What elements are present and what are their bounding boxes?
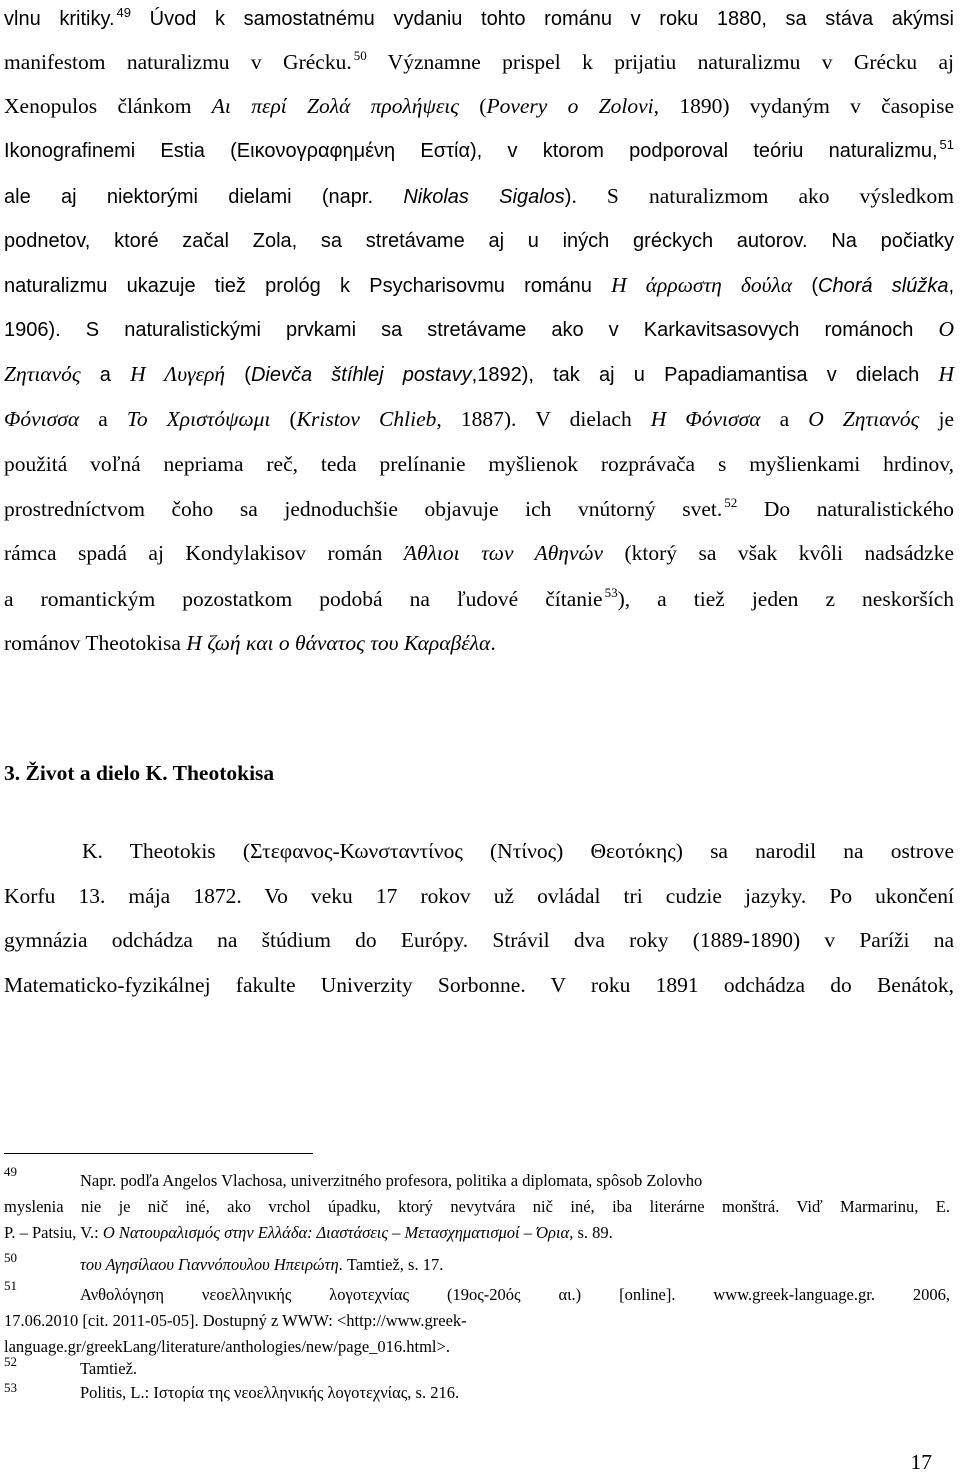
footnote-number: 51 [4, 1278, 17, 1293]
footnote-50: του Αγησίλαου Γιαννόπουλου Ηπειρώτη. Tamtiež, s. 17. [80, 1255, 444, 1274]
footnote-ref[interactable]: 52 [724, 495, 738, 510]
text-line: rámca spadá aj Kondylakisov román Άθλιοι των Αθηνών (ktorý sa však kvôli nadsádzke [4, 541, 954, 565]
text-line: Xenopulos článkom Αι περί Ζολά προλήψεις (Povery o Zolovi, 1890) vydaným v časopise [4, 94, 954, 118]
text-line: K. Theotokis (Στεφανος-Κωνσταντίνος (Ντίνος) Θεοτόκης) sa narodil na ostrove [82, 839, 954, 863]
text-line: naturalizmu ukazuje tiež prológ k Psycharisovmu románu Η άρρωστη δούλα (Chorá slúžka, [4, 273, 955, 297]
page-number: 17 [910, 1450, 932, 1474]
text-line: Ζητιανός a Η Λυγερή (Dievča štíhlej postavy,1892), tak aj u Papadiamantisa v dielach Η [4, 362, 955, 386]
footnote-ref[interactable]: 50 [353, 48, 367, 63]
text-line: gymnázia odchádza na štúdium do Európy. Strávil dva roky (1889-1890) v Paríži na [4, 928, 954, 952]
text-line: románov Theotokisa Η ζωή και ο θάνατος του Καραβέλα. [4, 631, 496, 655]
text-line: a romantickým pozostatkom podobá na ľudové čítanie $^{53}$), a tiež jeden z neskorších [4, 585, 955, 611]
footnote-number: 53 [4, 1380, 17, 1395]
footnote-ref[interactable]: 53 [604, 585, 618, 600]
text-line: prostredníctvom čoho sa jednoduchšie objavuje ich vnútorný svet. $^{52}$ Do naturalistického [4, 495, 955, 521]
footnote-ref[interactable]: 49 [116, 5, 131, 20]
footnote-number: 49 [4, 1164, 17, 1179]
document-page: vlnu kritiky. $^{49}$ Úvod k samostatnému vydaniu tohto románu v roku 1880, sa stáva akýmsi manifestom naturalizmu v Grécku. $^{50}$ Významne prispel k prijatiu naturalizmu v Grécku aj Xenopulos článkom Αι περί Ζολά προλήψεις (Povery o Zolovi, 1890) vydaným v časopise Ikonografinemi Estia (Εικονογραφημένη Εστία), v ktorom podporoval teóriu naturalizmu, $^{51}$ ale aj niektorými dielami (napr. Nikolas Sigalos). S naturalizmom ako výsledkom podnetov, ktoré začal Zola, sa stretávame aj u iných gréckych autorov. Na počiatky naturalizmu ukazuje tiež prológ k Psycharisovmu románu Η άρρωστη δούλα (Chorá slúžka, 1906). S naturalistickými prvkami sa stretávame ako v Karkavitsasovych románoch Ο Ζητιανός a Η Λυγερή (Dievča štíhlej postavy,1892), tak aj u Papadiamantisa v dielach Η Φόνισσα a Το Χριστόψωμι (Kristov Chlieb, 1887). V dielach Η Φόνισσα a Ο Ζητιανός je použitá voľná nepriama reč, teda prelínanie myšlienok rozprávača s myšlienkami hrdinov, prostredníctvom čoho sa jednoduchšie objavuje ich vnútorný svet. $^{52}$ Do naturalistického rámca spadá aj Kondylakisov román Άθλιοι των Αθηνών (ktorý sa však kvôli nadsádzke a romantickým pozostatkom podobá na ľudové čítanie $^{53}$), a tiež jeden z neskorších románov Theotokisa Η ζωή και ο θάνατος του Καραβέλα. 3. Život a dielo K. Theotokisa K. Theotokis (Στεφανος-Κωνσταντίνος (Ντίνος) Θεοτόκης) sa narodil na ostrove Korfu 13. mája 1872. Vo veku 17 rokov už ovládal tri cudzie jazyky. Po ukončení gymnázia odchádza na štúdium do Európy. Strávil dva roky (1889-1890) v Paríži na Matematicko-fyzikálnej fakulte Univerzity Sorbonne. V roku 1891 odchádza do Benátok, 49 Napr. podľa Angelos Vlachosa, univerzitného profesora, politika a diplomata, spôsob Zolovho myslenia nie je nič iné, ako vrchol úpadku, ktorý nevytvára nič iné, iba literárne monštrá. Viď Marmarinu, E. P. – Patsiu, V.: Ο Νατουραλισμός στην Ελλάδα: Διαστάσεις – Μετασχηματισμοί – Όρια, s. 89. 50 του Αγησίλαου Γιαννόπουλου Ηπειρώτη. Tamtiež, s. 17. 51 Ανθολόγηση νεοελληνικής λογοτεχνίας (19ος-20ός αι.) [online]. www.greek-language.gr. 2006, 17.06.2010 [cit. 2011-05-05]. Dostupný z WWW: <http://www.greek- language.gr/greekLang/literature/anthologies/new/page_016.html>. 52 Tamtiež. 53 Politis, L.: Ιστορία της νεοελληνικής λογοτεχνίας, s. 216. 17 [4, 5, 955, 1474]
text-line: použitá voľná nepriama reč, teda prelínanie myšlienok rozprávača s myšlienkami hrdinov, [4, 452, 954, 476]
footnote-separator [4, 1153, 313, 1154]
text-line: 1906). S naturalistickými prvkami sa stretávame ako v Karkavitsasovych románoch Ο [4, 317, 954, 341]
text-line: Korfu 13. mája 1872. Vo veku 17 rokov už ovládal tri cudzie jazyky. Po ukončení [4, 884, 954, 908]
text-line: Matematicko-fyzikálnej fakulte Univerzity Sorbonne. V roku 1891 odchádza do Benátok, [4, 973, 954, 997]
text-line: vlnu kritiky. $^{49}$ Úvod k samostatnému vydaniu tohto románu v roku 1880, sa stáva akýmsi [4, 5, 954, 30]
footnote-53: Politis, L.: Ιστορία της νεοελληνικής λογοτεχνίας, s. 216. [80, 1383, 460, 1402]
text-line: Ikonografinemi Estia (Εικονογραφημένη Εστία), v ktorom podporoval teóriu naturalizmu, $^{51}$ [4, 137, 954, 162]
footnote-number: 50 [4, 1250, 17, 1265]
footnote-52: Tamtiež. [80, 1359, 138, 1378]
text-line: ale aj niektorými dielami (napr. Nikolas Sigalos). S naturalizmom ako výsledkom [4, 184, 954, 208]
text-line: manifestom naturalizmu v Grécku. $^{50}$ Významne prispel k prijatiu naturalizmu v Grécku aj [4, 48, 954, 74]
text-line: Φόνισσα a Το Χριστόψωμι (Kristov Chlieb, 1887). V dielach Η Φόνισσα a Ο Ζητιανός je [4, 407, 954, 431]
footnote-number: 52 [4, 1354, 17, 1369]
footnote-ref[interactable]: 51 [939, 137, 954, 152]
text-line: podnetov, ktoré začal Zola, sa stretávame aj u iných gréckych autorov. Na počiatky [4, 230, 954, 252]
section-heading: 3. Život a dielo K. Theotokisa [4, 761, 275, 785]
